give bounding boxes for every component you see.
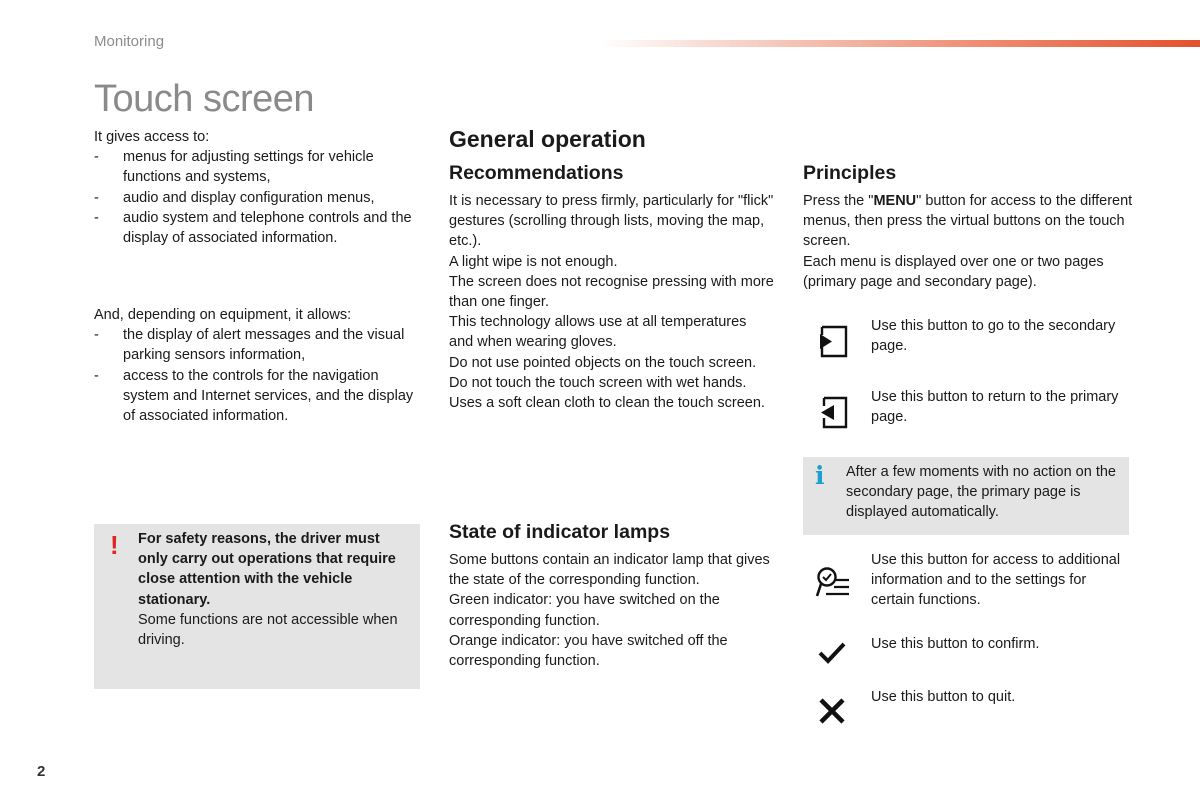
list-item: - menus for adjusting settings for vehicle functions and systems,	[94, 147, 414, 187]
list-item: - the display of alert messages and the visual parking sensors information,	[94, 325, 414, 365]
header-accent-bar	[600, 40, 1200, 47]
button-description: Use this button to quit.	[871, 689, 1016, 705]
intro-block-2	[94, 305, 414, 426]
paragraph: Green indicator: you have switched on the corresponding function.	[449, 592, 720, 629]
indicator-lamps-heading: State of indicator lamps	[449, 521, 671, 543]
intro-block	[94, 127, 414, 248]
confirm-check-icon	[812, 633, 852, 673]
indicator-lamps-text	[449, 550, 774, 671]
principles-text	[803, 191, 1133, 292]
paragraph: It is necessary to press firmly, particularly for "flick" gestures (scrolling through lists, moving the map, etc.).	[449, 193, 774, 250]
primary-page-icon	[812, 392, 852, 432]
section-label: Monitoring	[94, 33, 165, 50]
paragraph: Orange indicator: you have switched off the corresponding function.	[449, 632, 728, 670]
paragraph: Each menu is displayed over one or two pages (primary page and secondary page).	[803, 253, 1104, 290]
paragraph: Do not use pointed objects on the touch screen.	[449, 354, 757, 371]
paragraph: This technology allows use at all temperatures and when wearing gloves.	[449, 314, 747, 351]
intro-list-2	[94, 325, 414, 426]
info-icon: i	[815, 461, 825, 490]
button-description: Use this button to return to the primary page.	[871, 389, 1119, 426]
warning-text	[138, 529, 408, 650]
list-item: - audio system and telephone controls and the display of associated information.	[94, 208, 414, 248]
general-operation-heading: General operation	[449, 126, 646, 152]
button-description: Use this button to confirm.	[871, 636, 1040, 652]
page-title: Touch screen	[94, 78, 315, 120]
warning-note: Some functions are not accessible when driving.	[138, 611, 398, 649]
paragraph: The screen does not recognise pressing with more than one finger.	[449, 273, 774, 311]
settings-info-icon	[813, 563, 853, 603]
info-text: After a few moments with no action on the secondary page, the primary page is displayed automatically.	[846, 464, 1116, 521]
principles-heading: Principles	[803, 162, 897, 184]
intro-list	[94, 147, 414, 248]
list-item: - audio and display configuration menus,	[94, 188, 414, 208]
paragraph: Uses a soft clean cloth to clean the touch screen.	[449, 395, 765, 412]
paragraph: Some buttons contain an indicator lamp that gives the state of the corresponding function.	[449, 552, 770, 589]
warning-exclamation-icon: !	[110, 530, 119, 560]
button-description: Use this button for access to additional information and to the settings for certain functions.	[871, 552, 1121, 609]
paragraph: A light wipe is not enough.	[449, 253, 618, 270]
recommendations-heading: Recommendations	[449, 162, 624, 184]
menu-keyword: MENU	[873, 193, 917, 209]
button-description: Use this button to go to the secondary page.	[871, 318, 1116, 355]
list-item: - access to the controls for the navigation system and Internet services, and the display of associated information.	[94, 366, 414, 427]
warning-bold-text: For safety reasons, the driver must only carry out operations that require close attention with the vehicle stationary.	[138, 531, 396, 608]
page-number: 2	[37, 763, 46, 780]
paragraph	[803, 191, 1133, 252]
paragraph: Do not touch the touch screen with wet hands.	[449, 374, 747, 391]
intro-lead: It gives access to:	[94, 129, 210, 145]
secondary-page-icon	[812, 321, 852, 361]
text-part: " button for access to the different menus, then press the virtual buttons on the touch screen.	[803, 193, 1133, 250]
recommendations-text	[449, 191, 774, 413]
text-part: Press the "	[803, 193, 874, 209]
intro-lead-2: And, depending on equipment, it allows:	[94, 307, 352, 323]
quit-cross-icon	[812, 691, 852, 731]
